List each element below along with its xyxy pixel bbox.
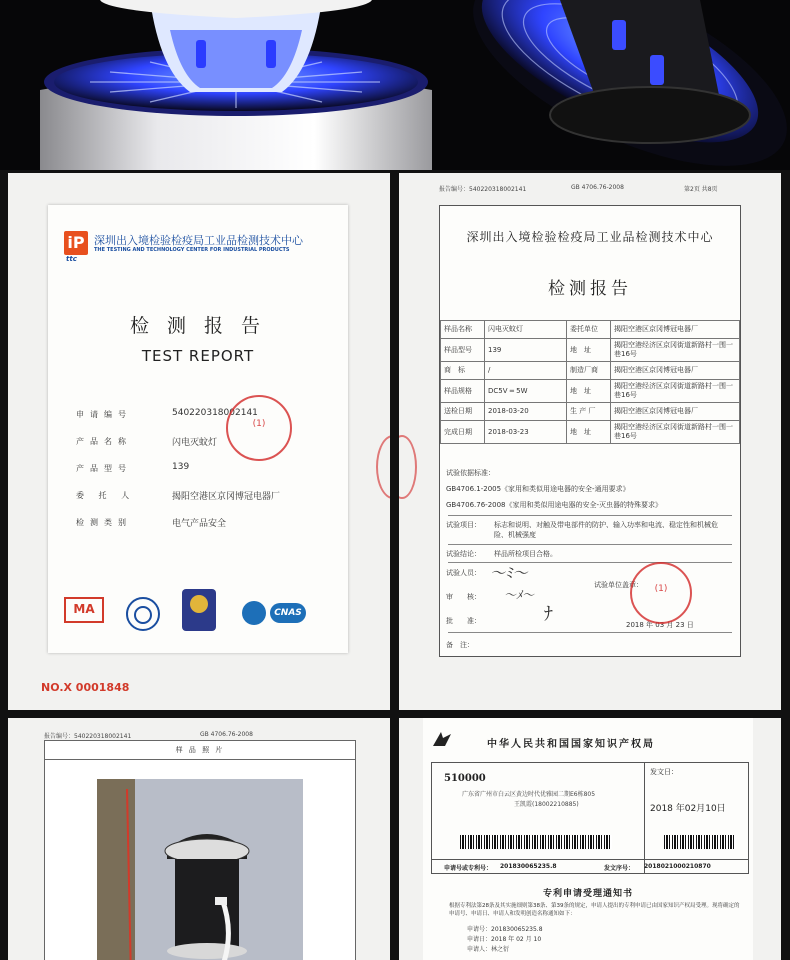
cell-value: DC5V ═ 5W bbox=[485, 380, 567, 403]
app-no: 201830065235.8 bbox=[500, 863, 557, 870]
standard-number: GB 4706.76-2008 bbox=[571, 184, 624, 191]
edge-stamp bbox=[376, 435, 390, 499]
test-report-page bbox=[439, 205, 741, 657]
notice-body: 根据专利法第28条及其实施细则第38条、第39条的规定，申请人提出的专利申请已由国家知识产权局受理。现将确定的申请号、申请日、申请人和发明创造名称通知如下： bbox=[449, 903, 740, 917]
standards-label: 试验依据标准： bbox=[446, 469, 495, 477]
cell-label: 地 址 bbox=[567, 380, 611, 403]
official-stamp: (1) bbox=[226, 395, 292, 461]
doc-no-label: 发文序号： bbox=[604, 865, 635, 872]
cell-label: 完成日期 bbox=[441, 421, 485, 444]
field-label: 产品型号 bbox=[76, 464, 132, 473]
product-photo-banner bbox=[0, 0, 790, 170]
cover-fields bbox=[48, 205, 348, 653]
cell-label: 样品名称 bbox=[441, 321, 485, 339]
divider bbox=[448, 544, 732, 545]
patent-notice-page bbox=[423, 718, 753, 960]
cell-value: 2018-03-20 bbox=[485, 403, 567, 421]
standard-item: GB4706.1-2005《家用和类似用途电器的安全-通用要求》 bbox=[446, 485, 630, 493]
divider bbox=[448, 515, 732, 516]
table-row bbox=[441, 403, 740, 421]
sign-date: 2018 年 03 月 23 日 bbox=[626, 621, 694, 629]
items-label: 试验项目： bbox=[446, 521, 481, 529]
report-number: 报告编号：540220318002141 bbox=[44, 733, 132, 740]
cnas-logo-icon: CNAS bbox=[270, 603, 306, 623]
sample-photo-frame bbox=[44, 740, 356, 960]
tester-label: 试验人员： bbox=[446, 569, 481, 577]
cell-label: 地 址 bbox=[567, 421, 611, 444]
report-title-cn: 检 测 报 告 bbox=[129, 315, 267, 337]
report-title-en: TEST REPORT bbox=[141, 347, 255, 365]
ttc-logo-icon: iP bbox=[64, 231, 88, 255]
cell-value: 闪电灭蚊灯 bbox=[485, 321, 567, 339]
cell-label: 委托单位 bbox=[567, 321, 611, 339]
field-value: 闪电灭蚊灯 bbox=[172, 438, 218, 448]
cell-value: / bbox=[485, 362, 567, 380]
field-label: 产品名称 bbox=[76, 437, 132, 446]
conclusion-label: 试验结论： bbox=[446, 550, 481, 558]
patent-office-name: 中华人民共和国国家知识产权局 bbox=[487, 739, 655, 750]
photo-title: 样 品 照 片 bbox=[45, 741, 355, 760]
field-value: 电气产品安全 bbox=[172, 519, 227, 529]
table-row bbox=[441, 421, 740, 444]
cell-value: 揭阳空港区京冈博冠电器厂 bbox=[611, 321, 740, 339]
report-number: 报告编号：540220318002141 bbox=[439, 186, 527, 193]
standard-item: GB4706.76-2008《家用和类似用途电器的安全-灭虫器的特殊要求》 bbox=[446, 501, 663, 509]
edge-stamp bbox=[399, 435, 417, 499]
certificate-cover-panel bbox=[8, 173, 390, 710]
field-value: 540220318002141 bbox=[172, 408, 258, 418]
tester-signature: 〜ﾐ〜 bbox=[490, 564, 528, 582]
standard-number: GB 4706.76-2008 bbox=[200, 731, 253, 738]
approver-label: 批 准： bbox=[446, 617, 481, 625]
field-label: 委 托 人 bbox=[76, 491, 136, 500]
cell-label: 送检日期 bbox=[441, 403, 485, 421]
issue-date: 2018 年02月10日 bbox=[650, 804, 726, 814]
notice-line: 申请日：2018 年 02 月 10 bbox=[467, 936, 542, 943]
sample-lamp-photo bbox=[97, 779, 303, 960]
logo-text: ttc bbox=[66, 255, 77, 263]
mail-address: 广东省广州市白云区黄边时代优雅园二期E6栋805 bbox=[462, 791, 596, 798]
cell-value: 139 bbox=[485, 339, 567, 362]
sample-photo bbox=[97, 779, 303, 960]
notice-line: 申请号：201830065235.8 bbox=[467, 926, 543, 933]
test-report-cover bbox=[48, 205, 348, 653]
table-row bbox=[441, 362, 740, 380]
cell-label: 地 址 bbox=[567, 339, 611, 362]
table-row bbox=[441, 339, 740, 362]
conclusion-text: 样品所检项目合格。 bbox=[494, 550, 557, 558]
cell-value: 揭阳空港区京冈博冠电器厂 bbox=[611, 403, 740, 421]
ilac-logo-icon bbox=[126, 597, 160, 631]
doc-no: 2018021000210870 bbox=[644, 863, 711, 870]
notice-line: 申请人：林之衍 bbox=[467, 946, 510, 953]
official-stamp: (1) bbox=[630, 562, 692, 624]
cell-value: 揭阳空港经济区京冈街道新路村一围一巷16号 bbox=[611, 380, 740, 403]
report-org: 深圳出入境检验检疫局工业品检测技术中心 bbox=[466, 230, 714, 244]
mosquito-lamp-photo bbox=[0, 0, 790, 170]
divider bbox=[448, 632, 732, 633]
report-title: 检测报告 bbox=[548, 279, 632, 299]
org-name: 深圳出入境检验检疫局工业品检测技术中心 bbox=[94, 234, 303, 247]
items-text: 标志和说明、对触及带电部件的防护、输入功率和电流、稳定性和机械危险、机械强度 bbox=[494, 521, 718, 539]
field-value: 139 bbox=[172, 462, 190, 472]
field-label: 申请编号 bbox=[76, 410, 132, 419]
globe-logo-icon bbox=[242, 601, 266, 625]
unit-label: 试验单位盖章： bbox=[594, 581, 643, 589]
reviewer-label: 审 核： bbox=[446, 593, 481, 601]
remark-label: 备 注： bbox=[446, 641, 474, 649]
serial-number: NO.X 0001848 bbox=[41, 681, 130, 694]
address-box bbox=[431, 762, 749, 874]
field-label: 检测类别 bbox=[76, 518, 132, 527]
sample-info-table bbox=[440, 320, 740, 444]
cell-value: 揭阳空港经济区京冈街道新路村一围一巷16号 bbox=[611, 421, 740, 444]
cell-label: 制造厂商 bbox=[567, 362, 611, 380]
test-report-panel bbox=[399, 173, 781, 710]
cell-label: 样品型号 bbox=[441, 339, 485, 362]
cell-label: 生 产 厂 bbox=[567, 403, 611, 421]
asia-logo-icon bbox=[182, 589, 216, 631]
field-value: 揭阳空港区京冈博冠电器厂 bbox=[172, 492, 281, 502]
barcode-icon bbox=[460, 835, 612, 849]
cma-logo-icon: MA bbox=[64, 597, 104, 623]
issue-date-label: 发文日： bbox=[650, 768, 678, 776]
table-row bbox=[441, 321, 740, 339]
table-row bbox=[441, 380, 740, 403]
app-no-label: 申请号或专利号： bbox=[444, 865, 493, 872]
cnipa-logo-icon bbox=[431, 730, 451, 748]
cell-label: 样品规格 bbox=[441, 380, 485, 403]
cell-value: 揭阳空港区京冈博冠电器厂 bbox=[611, 362, 740, 380]
postcode: 510000 bbox=[444, 773, 486, 784]
approver-signature: ﾅ bbox=[544, 604, 553, 625]
reviewer-signature: 〜ﾒ〜 bbox=[504, 588, 535, 602]
notice-title: 专利申请受理通知书 bbox=[542, 889, 633, 899]
barcode-icon bbox=[664, 835, 736, 849]
recipient: 王凯霞(18002210885) bbox=[514, 801, 579, 808]
page-number: 第2页 共8页 bbox=[684, 186, 718, 193]
cell-label: 商 标 bbox=[441, 362, 485, 380]
cell-value: 揭阳空港经济区京冈街道新路村一围一巷16号 bbox=[611, 339, 740, 362]
cell-value: 2018-03-23 bbox=[485, 421, 567, 444]
org-name-en: THE TESTING AND TECHNOLOGY CENTER FOR INDUSTRIAL PRODUCTS bbox=[94, 247, 290, 253]
sample-photo-panel bbox=[8, 718, 390, 960]
patent-notice-panel bbox=[399, 718, 781, 960]
